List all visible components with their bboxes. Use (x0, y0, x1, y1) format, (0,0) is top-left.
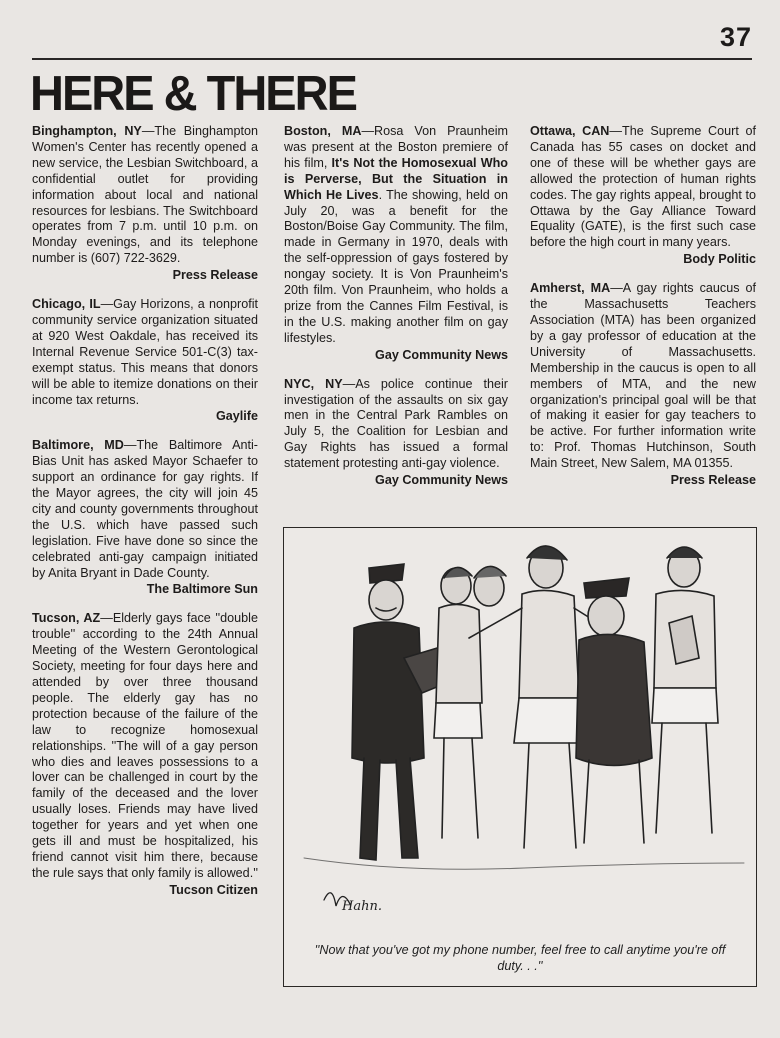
dateline: Tucson, AZ (32, 611, 101, 626)
cartoon-box (283, 527, 757, 987)
cartoon-signature: Hahn. (342, 899, 382, 914)
page-number: 37 (719, 22, 752, 52)
dateline: Chicago, IL (32, 297, 101, 312)
story-text: —Elderly gays face ''double trouble'' according to the 24th Annual Meeting of the Western Gerontological Society, meeting for four days here and attended by over three thousand people. The elderly gay has no protection because of the failure of the law to recognize homosexual relationships. ''The will of a gay person who dies and leaves possessions to a lover can be challenged in court by the family of the deceased and the lover usually loses. Friends may have lived together for years and yet when one gets ill and must be hospitalized, his friend cannot visit him there, because the rule says that only family is allowed.'' (32, 611, 258, 880)
column-1 (32, 124, 258, 912)
film-title: It's Not the Homosexual Who is Perverse, But the Situation in Which He Lives (284, 155, 508, 202)
story-text: —Gay Horizons, a nonprofit community service organization situated at 920 West Oakdale, has received its Internal Revenue Service 501-C(3) tax-exempt status. This means that donors will be able to itemize donations on their income tax returns. (32, 297, 258, 407)
dateline: Binghampton, NY (32, 124, 142, 138)
story-source: Gay Community News (375, 347, 508, 362)
dateline: NYC, NY (284, 376, 343, 391)
story-nyc (284, 377, 508, 489)
story-text: —As police continue their investigation of the assaults on six gay men in the Central Park Rambles on July 5, the Coalition for Lesbian and Gay Rights has issued a formal statement protesting anti-gay violence. (284, 376, 508, 471)
story-source: Gay Community News (375, 473, 508, 488)
story-baltimore (32, 438, 258, 598)
cartoon-caption: ''Now that you've got my phone number, feel free to call anytime you're off duty. . .'' (314, 943, 726, 973)
dateline: Amherst, MA (530, 281, 611, 296)
dateline: Baltimore, MD (32, 438, 124, 453)
story-source: The Baltimore Sun (146, 582, 258, 597)
column-2 (284, 124, 508, 502)
section-title: HERE & THERE (30, 65, 356, 121)
story-boston (284, 124, 508, 364)
story-text: —The Supreme Court of Canada has 55 cases on docket and one of these will be whether gays are allowed the protection of human rights codes. The gay rights appeal, brought to Ottawa by the Gay Alliance Toward Equality (GATE), is the first such case before the high court in many years. (530, 124, 756, 250)
story-chicago (32, 297, 258, 425)
story-source: Body Politic (683, 252, 756, 267)
story-source: Press Release (670, 473, 756, 488)
story-source: Gaylife (216, 409, 258, 424)
story-text: —The Baltimore Anti-Bias Unit has asked Mayor Schaefer to support an ordinance for gay rights. If the Mayor agrees, the city will join 45 city and county governments throughout the U.S. which have passed such legislation. Five have done so since the celebrated anti-gay campaign initiated by Anita Bryant in Dade County. (32, 438, 259, 580)
story-tucson (32, 611, 258, 898)
column-3 (530, 124, 756, 502)
story-ottawa (530, 124, 756, 268)
dateline: Boston, MA (284, 124, 362, 138)
story-amherst (530, 281, 756, 489)
story-text: —The Binghampton Women's Center has recently opened a new service, the Lesbian Switchboard, a confidential outlet for providing information about local and national resources for lesbians. The Switchboard operates from 7 p.m. until 10 p.m. on Monday evenings, and its telephone number is (607) 722-3629. (32, 124, 258, 266)
story-source: Press Release (172, 268, 258, 283)
story-text: —A gay rights caucus of the Massachusetts Teachers Association (MTA) has been organized by a gay professor of education at the University of Massachusetts. Membership in the caucus is open to all members of MTA, and the new organization's principal goal will be that of making it easier for gay teachers to be active. For further information write to: Prof. Thomas Hutchinson, South Main Street, New Salem, MA 01355. (530, 281, 757, 471)
story-source: Tucson Citizen (169, 882, 258, 897)
header-rule (32, 58, 752, 60)
story-text: —Rosa Von Praunheim was present at the Boston premiere of his film, (284, 124, 508, 170)
story-text: . The showing, held on July 20, was a benefit for the Boston/Boise Gay Community. The film, made in Germany in 1970, deals with the self-oppression of gays fostered by nongay society. It is Von Praunheim's 20th film. Von Praunheim, who holds a prize from the Cannes Film Festival, is in the U.S. making another film on gay lifestyles. (284, 187, 509, 345)
cartoon-illustration (284, 528, 755, 938)
story-binghampton (32, 124, 258, 284)
dateline: Ottawa, CAN (530, 124, 610, 138)
